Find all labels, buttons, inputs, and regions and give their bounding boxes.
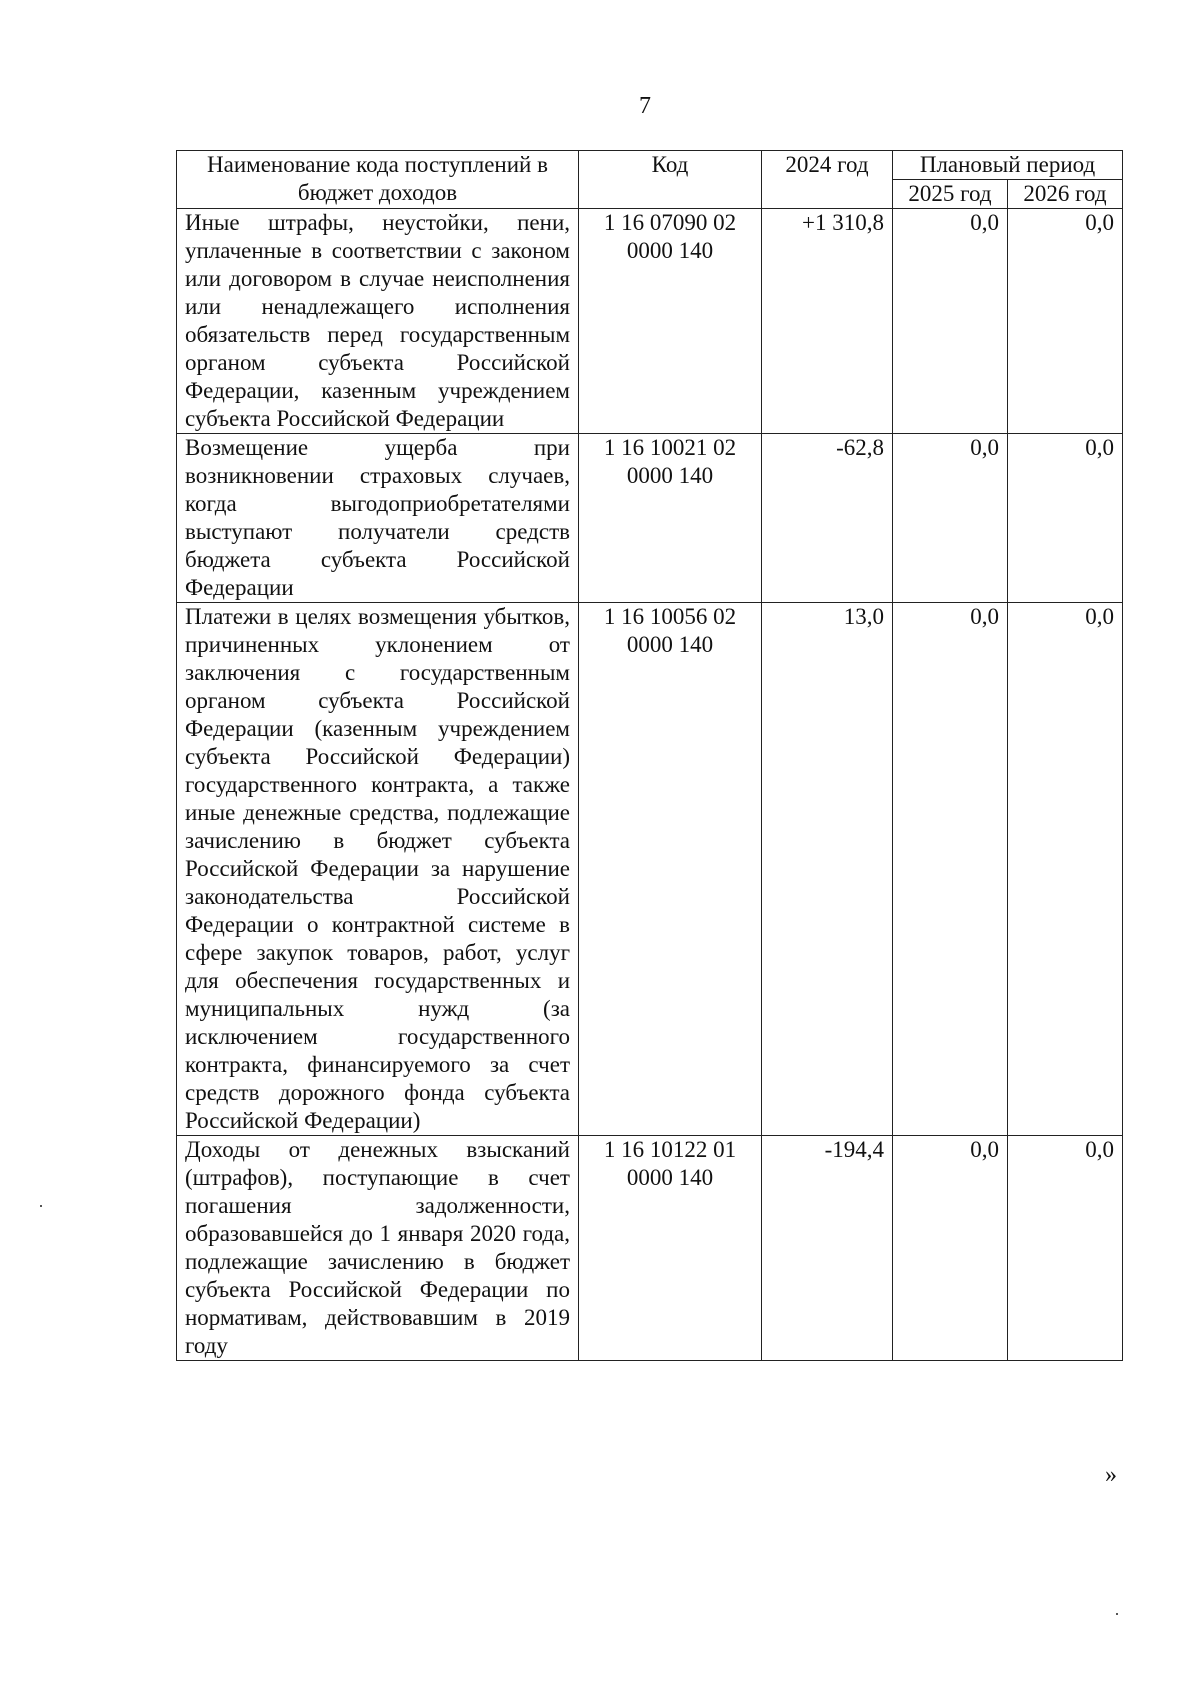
row-name-cell: Платежи в целях возмещения убытков, причиненных уклонением от заключения с государственным органом субъекта Российской Федерации (казенным учреждением субъекта Российской Федерации) государственного контракта, а также иные денежные средства, подлежащие зачислению в бюджет субъекта Российской Федерации за нарушение законодательства Российской Федерации о контрактной системе в сфере закупок товаров, работ, услуг для обеспечения государственных и муниципальных нужд (за исключением государственного контракта, финансируемого за счет средств дорожного фонда субъекта Российской Федерации) [177,603,579,1136]
column-header-code: Код [579,151,762,209]
scan-speck [40,1205,42,1207]
table-row [177,1136,1123,1361]
row-2024-value: -62,8 [762,434,893,603]
row-2025-value: 0,0 [893,209,1008,434]
closing-quote-mark: » [1105,1462,1117,1488]
column-header-2024: 2024 год [762,151,893,209]
row-code-cell: 1 16 10021 02 0000 140 [579,434,762,603]
row-code-cell: 1 16 07090 02 0000 140 [579,209,762,434]
row-2024-value: -194,4 [762,1136,893,1361]
column-header-name: Наименование кода поступлений в бюджет доходов [177,151,579,209]
table-header-row [177,151,1123,180]
column-header-2026: 2026 год [1008,180,1123,209]
scan-speck [1116,1613,1118,1615]
row-2025-value: 0,0 [893,603,1008,1136]
row-name-cell: Возмещение ущерба при возникновении страховых случаев, когда выгодоприобретателями выступают получатели средств бюджета субъекта Российской Федерации [177,434,579,603]
page-number: 7 [639,93,651,119]
row-2026-value: 0,0 [1008,603,1123,1136]
revenue-table [176,150,1123,1361]
row-2026-value: 0,0 [1008,434,1123,603]
row-name-cell: Иные штрафы, неустойки, пени, уплаченные в соответствии с законом или договором в случае неисполнения или ненадлежащего исполнения обязательств перед государственным органом субъекта Российской Федерации, казенным учреждением субъекта Российской Федерации [177,209,579,434]
row-2026-value: 0,0 [1008,1136,1123,1361]
table-row [177,209,1123,434]
table-row [177,434,1123,603]
row-name-cell: Доходы от денежных взысканий (штрафов), поступающие в счет погашения задолженности, образовавшейся до 1 января 2020 года, подлежащие зачислению в бюджет субъекта Российской Федерации по нормативам, действовавшим в 2019 году [177,1136,579,1361]
row-2024-value: +1 310,8 [762,209,893,434]
row-code-cell: 1 16 10056 02 0000 140 [579,603,762,1136]
row-code-cell: 1 16 10122 01 0000 140 [579,1136,762,1361]
table-row [177,603,1123,1136]
row-2026-value: 0,0 [1008,209,1123,434]
row-2025-value: 0,0 [893,434,1008,603]
column-header-2025: 2025 год [893,180,1008,209]
column-header-planning-period: Плановый период [893,151,1123,180]
row-2024-value: 13,0 [762,603,893,1136]
row-2025-value: 0,0 [893,1136,1008,1361]
